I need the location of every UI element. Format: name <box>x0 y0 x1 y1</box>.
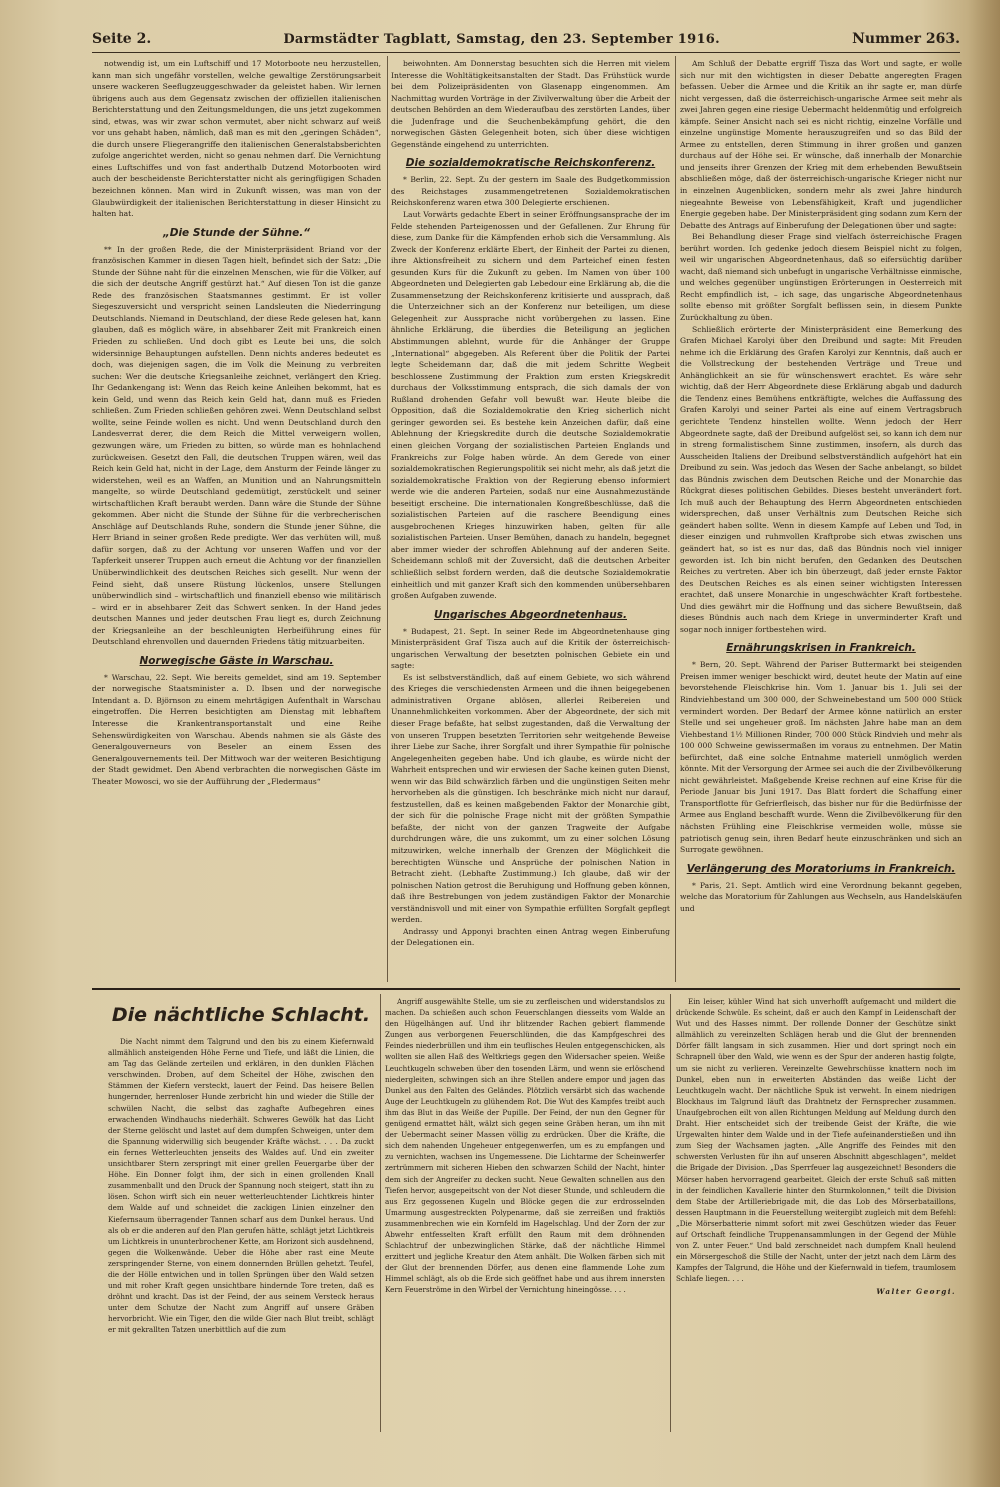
page-edge-shadow <box>968 0 1000 1487</box>
article-text: * Bern, 20. Sept. Während der Pariser Buttermarkt bei steigenden Preisen immer weniger beschickt wird, deutet heute der Matin auf eine bevorstehende Fleischkrise hin. Vom 1. Januar bis 1. Juli sei der Rindviehbestand um 300 000, der Schweinebestand um 500 000 Stück vermindert worden. Der Bedarf der Armee könne natürlich an erster Stelle und sei ungeheuer groß. Im nächsten Jahre habe man an dem Viehbestand 1½ Millionen Rinder, 700 000 Stück Rindvieh und mehr als 100 000 Schweine gewissermaßen im voraus zu entnehmen. Der Matin befürchtet, daß eine solche Entnahme materiell unmöglich werden könnte. Mit der Versorgung der Armee sei auch die der Zivilbevölkerung nicht gewährleistet. Maßgebende Kreise rechnen auf eine Krise für die Periode Januar bis Juni 1917. Das Blatt fordert die Schaffung einer Transportflotte für Gefrierfleisch, das bisher nur für die Bedürfnisse der Armee aus England beschafft wurde. Wenn die Zivilbevölkerung für den nächsten Frühling eine Fleischkrise vermeiden wolle, müsse sie patriotisch genug sein, ihren Bedarf heute einzuschränken und sich an Surrogate gewöhnen. <box>680 660 962 855</box>
feuilleton-text: Ein leiser, kühler Wind hat sich unverhofft aufgemacht und mildert die drückende Schwüle. Es scheint, daß er auch den Kampf in Leidenschaft der Wut und des Hasses nimmt. Der rollende Donner der Geschütze sinkt allmählich zu vereinzelten Schlägen herab und die Glut der brennenden Dörfer fällt langsam in sich zusammen. Hier und dort springt noch ein Schrapnell über den Wald, wie wenn es der Spur der anderen hastig folgte, um sie nicht zu verlieren. Vereinzelte Gewehrschüsse knattern noch im Dunkel, eben nun in erweiterten Abständen das weiße Licht der Leuchtkugeln wacht. Der nächtliche Spuk ist verweht. In einem niedrigen Blockhaus im Talgrund läuft das Drahtnetz der Fernsprecher zusammen. Unaufgebrochen eilt von allen Richtungen Meldung auf Meldung durch den Draht. Hier entscheidet sich der treibende Geist der Kräfte, die wie Urgewalten hinter dem Walde und in der Tiefe aufeinanderstießen und ihn zum Sieg der Wachsamen jagten. „Alle Angriffe des Feindes mit den schwersten Verlusten für ihn auf unseren Abschnitt abgeschlagen“, meldet die Brigade der Division. „Das Sperrfeuer lag ausgezeichnet! Besonders die Mörser haben hervorragend gearbeitet. Gleich der erste Schuß saß mitten in der feindlichen Kavallerie hinter den Sturmkolonnen,“ teilt die Division dem Stabe der Artilleriebrigade mit, die das Lob des Mörserbataillons, dessen Hauptmann in die Feuerstellung weitergibt zugleich mit dem Befehl: „Die Mörserbatterie nimmt sofort mit zwei Geschützen wieder das Feuer auf Ortschaft feindliche Truppenansammlungen in der Gegend der Mühle von Z. unter Feuer.“ Und bald zerschneidet nach dumpfem Knall heulend ein Mörsergeschoß die Stille der Nacht, unter der jetzt nach dem Lärm des Kampfes der Talgrund, die Höhe und der Kiefernwald in tiefem, traumlosem Schlafe liegen. . . . <box>676 997 956 1284</box>
article-text: Bei Behandlung dieser Frage sind vielfach österreichische Fragen berührt worden. Ich gedenke jedoch diesem Beispiel nicht zu folgen, weil wir ungarischen Abgeordnetenhaus, daß so eifersüchtig darüber wacht, daß niemand sich unbefugt in ungarische Verhältnisse einmische, und welches gegenüber ungünstigen Erörterungen in Oesterreich mit Recht empfindlich ist, – ich sage, das ungarische Abgeordnetenhaus sollte ebenso mit größter Sorgfalt beflissen sein, in diesem Punkte Zurückhaltung zu üben. <box>680 232 962 323</box>
article-text: Laut Vorwärts gedachte Ebert in seiner Eröffnungsansprache der im Felde stehenden Parteigenossen und der Gefallenen. Zur Ehrung für diese, zum Danke für die Kämpfenden erhob sich die Versammlung. Als Zweck der Konferenz erklärte Ebert, der Einheit der Partei zu dienen, ihre Aktionsfreiheit zu sichern und dem Parteichef einen festen gesunden Kurs für die Zukunft zu geben. Im Namen von über 100 Abgeordneten und Delegierten gab Lebedour eine Erklärung ab, die die Zusammensetzung der Reichskonferenz kritisierte und aussprach, daß die Unterzeichner sich an der Konferenz nur beteiligen, um diese Gelegenheit zur Aussprache nicht vorübergehen zu lassen. Eine ähnliche Erklärung, die überdies die Beteiligung an jeglichen Abstimmungen ablehnt, wurde für die Anhänger der Gruppe „International“ abgegeben. Als Referent über die Politik der Partei legte Scheidemann dar, daß die mit jedem Schritte Wegbeit beschlossene Zustimmung der Fraktion zum ersten Kriegskredit durchaus der Volksstimmung entsprach, die sich damals der von Rußland drohenden Gefahr voll bewußt war. Heute bleibe die Opposition, daß die Sozialdemokratie den Krieg sicherlich nicht geringer geworden sei. Es bestehe kein Anzeichen dafür, daß eine Ablehnung der Kriegskredite durch die deutsche Sozialdemokratie einen gleichen Vorgang der sozialistischen Parteien Englands und Frankreichs zur Folge haben würde. An dem Gerede von einer sozialdemokratischen Regierungspolitik sei nicht mehr, als daß jetzt die sozialdemokratische Fraktion von der Regierung ebenso informiert werde wie die anderen Parteien, sodaß nur eine Ausnahmezustände beseitigt erscheine. Die internationalen Kongreßbeschlüsse, daß die sozialistischen Parteien auf die raschere Beendigung eines ausgebrochenen Krieges hinzuwirken haben, gelten für alle sozialistischen Parteien. Unser Bemühen, danach zu handeln, begegnet aber immer wieder der schroffen Ablehnung auf der anderen Seite. Scheidemann schloß mit der Zuversicht, daß die deutschen Arbeiter schließlich selbst fordern werden, daß die deutsche Sozialdemokratie einheitlich und mit ganzer Kraft sich den kommenden unübersehbaren großen Aufgaben zuwende. <box>391 210 670 601</box>
issue-number: Nummer 263. <box>852 31 960 47</box>
article-text: beiwohnten. Am Donnerstag besuchten sich die Herren mit vielem Interesse die Wohltätigkeitsanstalten der Stadt. Das Frühstück wurde bei dem Polizeipräsidenten von Glasenapp eingenommen. Am Nachmittag wurden Vorträge in der Zivilverwaltung über die Arbeit der deutschen Behörden an dem Wiederaufbau des zerstörten Landes, über die Judenfrage und die Seuchenbekämpfung gehört, die den norwegischen Gästen Gelegenheit boten, sich über diese wichtigen Gegenstände eingehend zu unterrichten. <box>391 59 670 149</box>
column-divider <box>387 56 388 982</box>
article-text: Schließlich erörterte der Ministerpräsident eine Bemerkung des Grafen Michael Karolyi über den Dreibund und sagte: Mit Freuden nehme ich die Erklärung des Grafen Karolyi zur Kenntnis, daß auch er die Vollstreckung der bestehenden Verträge und Treue und Anhänglichkeit an sie für wünschenswert erachtet. Es wäre sehr wichtig, daß der Herr Abgeordnete diese Erklärung abgab und dadurch die Tendenz eines Bemühens entkräftigte, welches die Auffassung des Grafen Karolyi und seiner Partei als eine auf einem Vertragsbruch gerichtete Tendenz hinstellen wollte. Wenn jedoch der Herr Abgeordnete sagte, daß der Dreibund aufgelöst sei, so kann ich dem nur in streng formalistischem Sinne zustimmen, insofern, als durch das Ausscheiden Italiens der Dreibund selbstverständlich aufgehört hat ein Dreibund zu sein. Was jedoch das Wesen der Sache anbelangt, so bildet das Bündnis zwischen dem Deutschen Reiche und der Monarchie das Rückgrat dieses politischen Gebildes. Dieses besteht unverändert fort. Ich muß auch der Behauptung des Herrn Abgeordneten entschieden widersprechen, daß unser Verhältnis zum Deutschen Reiche sich geändert haben sollte. Wenn in diesem Kampfe auf Leben und Tod, in dieser einzigen und ruhmvollen Kraftprobe sich etwas zwischen uns geändert hat, so ist es nur das, daß das Bündnis noch viel inniger geworden ist. Ich bin nicht berufen, den Gedanken des Deutschen Reiches zu vertreten. Aber ich bin überzeugt, daß jeder ernste Faktor des Deutschen Reiches es als einen seiner wichtigsten Interessen erachtet, daß unsere Monarchie in ungeschwächter Kraft fortbestehe. Und dies gewährt mir die Hoffnung und das sichere Bewußtsein, daß dieses Bündnis auch nach dem Kriege in unverminderter Kraft und sogar noch inniger fortbestehen wird. <box>680 324 962 634</box>
article-heading: „Die Stunde der Sühne.“ <box>162 226 310 239</box>
article-text: * Warschau, 22. Sept. Wie bereits gemeldet, sind am 19. September der norwegische Staatsminister a. D. Ibsen und der norwegische Intendant a. D. Björnson zu einem mehrtägigen Aufenthalt in Warschau eingetroffen. Die Herren besichtigten am Dienstag mit lebhaftem Interesse die Krankentransportanstalt und eine Reihe Sehenswürdigkeiten von Warschau. Abends nahmen sie als Gäste des Generalgouverneurs von Beseler an einem Essen des Generalgouvernements teil. Der Mittwoch war der weiteren Besichtigung der Stadt gewidmet. Den Abend verbrachten die norwegischen Gäste im Theater Mowosci, wo sie der Aufführung der „Fledermaus“ <box>92 672 381 786</box>
article-text: * Paris, 21. Sept. Amtlich wird eine Verordnung bekannt gegeben, welche das Moratorium für Zahlungen aus Wechseln, aus Handelskäufen und <box>680 880 962 913</box>
feuilleton-title: Die nächtliche Schlacht. <box>111 1004 371 1026</box>
page-label: Seite 2. <box>92 31 152 47</box>
masthead <box>92 30 960 48</box>
article-heading: Norwegische Gäste in Warschau. <box>139 654 334 667</box>
column-2 <box>391 58 670 980</box>
article-text: Andrassy und Apponyi brachten einen Antrag wegen Einberufung der Delegationen ein. <box>391 926 670 948</box>
article-text: ** In der großen Rede, die der Ministerpräsident Briand vor der französischen Kammer in diesen Tagen hielt, befindet sich der Satz: „Die Stunde der Sühne naht für die einzelnen Menschen, wie für die Völker, auf die sich der deutsche Angriff gestürzt hat.“ Auf diesen Ton ist die ganze Rede des französischen Staatsmannes gestimmt. Er ist voller Siegeszuversicht und verspricht seinen Landsleuten die Niederringung Deutschlands. Niemand in Deutschland, der diese Rede gelesen hat, kann glauben, daß es möglich wäre, in absehbarer Zeit mit Frankreich einen Frieden zu schließen. Und doch gibt es Leute bei uns, die solch widersinnige Behauptungen aufstellen. Denn nichts anderes bedeutet es doch, was diejenigen sagen, die im Volk die Meinung zu verbreiten suchen: Wer die deutsche Kriegsanleihe zeichnet, verlängert den Krieg. Ihr Gedankengang ist: Wenn das Reich keine Anleihen bekommt, hat es kein Geld, und wenn das Reich kein Geld hat, dann muß es Frieden schließen. Zum Frieden schließen gehören zwei. Wenn Deutschland selbst wollte, seine Feinde wollen es nicht. Und wenn Deutschland durch den Landesverrat derer, die dem Reich die Mittel verweigern wollen, gezwungen wäre, um Frieden zu bitten, so würde man es hohnlachend zurückweisen. Gesetzt den Fall, die deutschen Truppen wären, weil das Reich kein Geld hat, nicht in der Lage, dem Ansturm der Feinde länger zu widerstehen, weil es an Waffen, an Munition und an Nahrungsmitteln mangelte, so würde Deutschland gedemütigt, zerstückelt und seiner wirtschaftlichen Kraft beraubt werden. Dann wäre die Stunde der Sühne gekommen. Aber nicht die Stunde der Sühne für die verbrecherischen Anschläge auf Deutschlands Ruhe, sondern die Stunde jener Sühne, die Herr Briand in seiner großen Rede predigte. Wer das verhüten will, muß dafür sorgen, daß zu der Achtung vor unseren Waffen und vor der Tapferkeit unserer Truppen auch erneut die Achtung vor der finanziellen Unüberwindlichkeit des deutschen Reiches sich gesellt. Nur wenn der Feind sieht, daß unsere Rüstung lückenlos, unsere Stellungen unüberwindlich sind – wirtschaftlich und finanziell ebenso wie militärisch – wird er in absehbarer Zeit das Schwert senken. In der Hand jedes deutschen Mannes und jeder deutschen Frau liegt es, durch Zeichnung der Kriegsanleihe an der beschleunigten Herbeiführung eines für Deutschland ehrenvollen und dauernden Friedens tätig mitzuarbeiten. <box>92 244 381 647</box>
article-text: * Budapest, 21. Sept. In seiner Rede im Abgeordnetenhause ging Ministerpräsident Graf Tisza auch auf die Kritik der österreichisch-ungarischen Verwaltung der besetzten polnischen Gebiete ein und sagte: <box>391 626 670 671</box>
article-heading: Die sozialdemokratische Reichskonferenz. <box>405 157 656 170</box>
column-divider <box>670 994 671 1432</box>
article-heading: Ernährungskrisen in Frankreich. <box>726 642 916 655</box>
feuilleton-text: Angriff ausgewählte Stelle, um sie zu zerfleischen und widerstandslos zu machen. Da schießen auch schon Feuerschlangen diesseits vom Walde an den Hügelhängen auf. Und ihr blitzender Rachen gebiert flammende Zungen aus verborgenen Feuerschlünden, die das Kampfgeschrei des Feindes niederbrüllen und ihm ein teuflisches Heulen entgegenschicken, als wollten sie allen Haß des Weltkriegs gegen den Widersacher speien. Weiße Leuchtkugeln schweben über den tosenden Lärm, und wenn sie erlöschend niedergleiten, schwingen sich an ihre Stellen andere empor und jagen das Dunkel aus den Falten des Geländes. Plötzlich versärbt sich das wachende Auge der Leuchtkugeln zu glühendem Rot. Die Wut des Kampfes treibt auch ihm das Blut in das Weiße der Pupille. Der Feind, der nun den Gegner für genügend ermattet hält, wälzt sich gegen seine Gräben heran, um ihn mit der Uebermacht seiner Massen völlig zu erdrücken. Über die Kräfte, die sich dem nahenden Ungeheuer entgegenwerfen, um es zu empfangen und zu vernichten, wachsen ins Ungemessene. Die Lichtarme der Scheinwerfer zertrümmern mit sicheren Hieben den schwarzen Schild der Nacht, hinter dem sich der Angreifer zu decken sucht. Neue Gewalten schnellen aus den Tiefen hervor, ausgepeitscht von der Not dieser Stunde, und schleudern die aus Erz gegossenen Kugeln und Blöcke gegen die zur erdrosselnden Umarmung ausgestreckten Polypenarme, daß sie zerreißen und fraktiös zusammenbrechen wie ein Kornfeld im Hagelschlag. Und der Zorn der zur Abwehr entfesselten Kraft erfüllt den Raum mit dem dröhnenden Schlachtruf der unbezwinglichen Stärke, daß der nächtliche Himmel erzittert und jegliche Kreatur den Atem anhält. Die Wolken färben sich mit der Glut der brennenden Dörfer, aus denen eine flammende Lohe zum Himmel schlägt, als ob die Erde sich geöffnet habe und aus ihrem innersten Kern Feuerströme in den Wirbel der Vernichtung hineingösse. . . . <box>385 997 665 1295</box>
article-heading: Ungarisches Abgeordnetenhaus. <box>433 608 628 621</box>
article-heading: Verlängerung des Moratoriums in Frankreich. <box>686 862 956 875</box>
feuilleton-text: Die Nacht nimmt dem Talgrund und den bis zu einem Kiefernwald allmählich ansteigenden Höhe Ferne und Tiefe, und läßt die Linien, die am Tag das Gelände zerteilen und erklären, in den dunklen Flächen verschwinden. Droben, auf dem Scheitel der Höhe, zwischen den Stämmen der Kiefern versteckt, lauert der Feind. Das heisere Bellen hungernder, herrenloser Hunde zerbricht hin und wieder die Stille der schwülen Nacht, die selbst das zaghafte Aufbegehren eines erwachenden Windhauchs niederhält. Schweres Gewölk hat das Licht der Sterne gelöscht und lastet auf dem dumpfen Schweigen, unter dem die Spannung widerwillig sich beugender Kräfte wächst. . . . Da zuckt ein fernes Wetterleuchten jenseits des Waldes auf. Und ein zweiter unsichtbarer Stern zerspringt mit einer grellen Feuergarbe über der Höhe. Ein Donner folgt ihm, der sich in einen grollenden Knall zusammenballt und den Druck der Spannung noch steigert, statt ihn zu lösen. Schon wirft sich ein neuer wetterleuchtender Lichtkreis hinter dem Walde auf und schneidet die zackigen Linien einzelner den Kiefernsaum überragender Tannen scharf aus dem Dunkel heraus. Und als ob er die anderen auf den Plan gerufen hätte, schlägt jetzt Lichtkreis um Lichtkreis in ununterbrochener Kette, am Horizont sich ausdehnend, gegen die Wolkenwände. Ueber die Höhe aber rast eine Meute zerspringender Sterne, von einem donnernden Brüllen gehetzt. Teufel, die der Hölle entwichen und in tollen Sprüngen über den Wald setzen und mit roher Kraft gegen unsichtbare hindernde Tore treten, daß es dröhnt und kracht. Das ist der Feind, der aus seinem Versteck heraus unter dem Schutze der Nacht zum Angriff auf unsere Gräben hervorbricht. Wie ein Tiger, den die wilde Gier nach Blut treibt, schlägt er mit gekrallten Tatzen unerbittlich auf die zum <box>108 1037 374 1335</box>
column-3 <box>680 58 962 980</box>
column-divider <box>380 994 381 1432</box>
article-text: Am Schluß der Debatte ergriff Tisza das Wort und sagte, er wolle sich nur mit den wichtigsten in dieser Debatte angeregten Fragen befassen. Ueber die Armee und die Kritik an ihr sagte er, man dürfe nicht vergessen, daß die österreichisch-ungarische Armee seit mehr als zwei Jahren gegen eine riesige Uebermacht heldenmütig und erfolgreich kämpfe. Seiner Ansicht nach sei es nicht richtig, einzelne Vorfälle und einzelne ungünstige Momente herauszugreifen und so das Bild der Armee zu entstellen, deren Stimmung in ihrer großen und ganzen durchaus auf der Höhe sei. Er wünsche, daß innerhalb der Monarchie und jenseits ihrer Grenzen der Krieg mit dem erhebenden Bewußtsein abschließen möge, daß der österreichisch-ungarische Krieger nicht nur in einzelnen Augenblicken, sondern mehr als zwei Jahre hindurch niegeahnte Beweise von Lebensfähigkeit, Kraft und jugendlicher Energie gegeben habe. Der Ministerpräsident ging sodann zum Kern der Debatte des Antrags auf Einberufung der Delegationen über und sagte: <box>680 59 962 230</box>
article-text: * Berlin, 22. Sept. Zu der gestern im Saale des Budgetkommission des Reichstages zusammengetretenen Sozialdemokratischen Reichskonferenz waren etwa 300 Delegierte erschienen. <box>391 175 670 208</box>
article-text: Es ist selbstverständlich, daß auf einem Gebiete, wo sich während des Krieges die verschiedensten Armeen und die ihnen beigegebenen administrativen Organe ablösen, allerlei Reibereien und Unannehmlichkeiten vorkommen. Aber der Abgeordnete, der sich mit dieser Frage befaßte, hat selbst zugestanden, daß die Verwaltung der von unseren Truppen besetzten Territorien sehr weitgehende Beweise ihrer Liebe zur Sache, ihrer Sorgfalt und ihrer Sympathie für polnische Angelegenheiten gegeben habe. Und ich glaube, es würde nicht der Wahrheit entsprechen und wir erwiesen der Sache keinen guten Dienst, wenn wir das Bild schwärzlich färben und die ungünstigen Seiten mehr hervorheben als die günstigen. Ich beschränke mich nicht nur darauf, festzustellen, daß es keinen maßgebenden Faktor der Monarchie gibt, der sich für die polnische Frage nicht mit der größten Sympathie befaßte, der nicht von der ganzen Tragweite der Aufgabe durchdrungen wäre, die uns zukommt, um zu einer solchen Lösung mitzuwirken, welche innerhalb der Grenzen der Möglichkeit die berechtigten Wünsche und Ansprüche der polnischen Nation in Betracht zieht. (Lebhafte Zustimmung.) Ich glaube, daß wir der polnischen Nation getrost die Beruhigung und Hoffnung geben können, daß ihre Bestrebungen von jedem zuständigen Faktor der Monarchie verständnisvoll und mit einer von Sympathie erfüllten Sorgfalt gepflegt werden. <box>391 672 670 925</box>
author-signature: Walter Georgi. <box>876 1287 956 1297</box>
feuilleton-rule <box>92 988 960 990</box>
newspaper-dateline: Darmstädter Tagblatt, Samstag, den 23. September 1916. <box>283 31 720 47</box>
column-divider <box>675 56 676 982</box>
header-rule <box>92 52 960 53</box>
article-text: notwendig ist, um ein Luftschiff und 17 Motorboote neu herzustellen, kann man sich ungefähr vorstellen, welche gewaltige Zerstörungsarbeit unsere wackeren Seeflugzeuggeschwader da geleistet haben. Wir lernen übrigens auch aus dem Gegensatz zwischen der offiziellen italienischen Berichterstattung und den Zeitungsmeldungen, die uns jetzt zugekommen sind, etwas, was wir zwar schon vermutet, aber nicht schwarz auf weiß vor uns gehabt haben, nämlich, daß man es mit den „geringen Schäden“, die durch unsere Fliegerangriffe den italienischen Generalstabsberichten zufolge angerichtet werden, nicht so genau nehmen darf. Die Vernichtung eines Luftschiffes und von fast anderthalb Dutzend Motorbooten wird auch der bescheidenste Berichterstatter nicht als geringfügigen Schaden bezeichnen können. Man wird in Zukunft wissen, was man von der Glaubwürdigkeit der italienischen Berichterstattung in dieser Hinsicht zu halten hat. <box>92 59 381 219</box>
feuilleton-column-3 <box>676 996 956 1432</box>
feuilleton-column-1 <box>108 996 374 1432</box>
column-1 <box>92 58 381 980</box>
feuilleton-column-2 <box>385 996 665 1432</box>
